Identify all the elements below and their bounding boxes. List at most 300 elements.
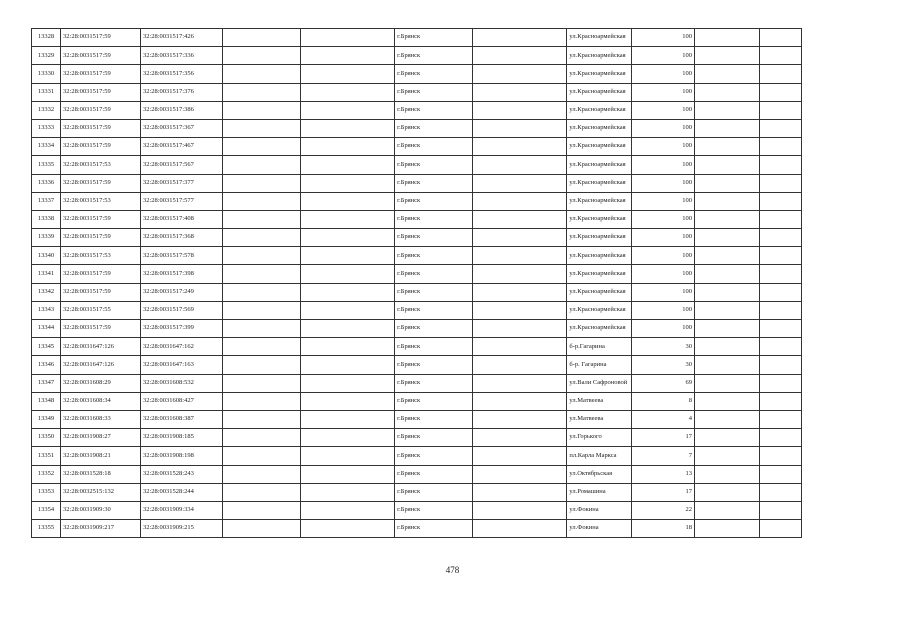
table-row — [32, 392, 802, 410]
area-cell: 18 — [631, 520, 694, 538]
empty-cell — [300, 138, 394, 156]
empty-cell — [695, 138, 760, 156]
empty-cell — [760, 174, 802, 192]
street-cell: ул.Фокина — [567, 520, 631, 538]
parent-cadastral-number: 32:28:0031517:59 — [61, 320, 141, 338]
empty-cell — [695, 501, 760, 519]
empty-cell — [472, 174, 566, 192]
cadastral-number: 32:28:0031528:243 — [140, 465, 222, 483]
table-row — [32, 156, 802, 174]
table-row — [32, 247, 802, 265]
empty-cell — [695, 47, 760, 65]
empty-cell — [472, 283, 566, 301]
empty-cell — [300, 501, 394, 519]
area-cell: 100 — [631, 192, 694, 210]
cadastral-number: 32:28:0031517:467 — [140, 138, 222, 156]
cadastral-number: 32:28:0031517:376 — [140, 83, 222, 101]
row-number: 13348 — [32, 392, 61, 410]
cadastral-number: 32:28:0031517:367 — [140, 119, 222, 137]
empty-cell — [300, 520, 394, 538]
row-number: 13334 — [32, 138, 61, 156]
cadastral-number: 32:28:0031517:398 — [140, 265, 222, 283]
empty-cell — [695, 265, 760, 283]
empty-cell — [760, 156, 802, 174]
empty-cell — [695, 156, 760, 174]
area-cell: 100 — [631, 83, 694, 101]
parent-cadastral-number: 32:28:0031517:55 — [61, 301, 141, 319]
row-number: 13343 — [32, 301, 61, 319]
table-row — [32, 101, 802, 119]
street-cell: ул.Красноармейская — [567, 29, 631, 47]
row-number: 13332 — [32, 101, 61, 119]
parent-cadastral-number: 32:28:0031517:53 — [61, 247, 141, 265]
row-number: 13330 — [32, 65, 61, 83]
empty-cell — [760, 47, 802, 65]
row-number: 13328 — [32, 29, 61, 47]
empty-cell — [222, 429, 300, 447]
empty-cell — [222, 29, 300, 47]
table-row — [32, 320, 802, 338]
cadastral-number: 32:28:0031909:334 — [140, 501, 222, 519]
city-cell: г.Брянск — [395, 483, 473, 501]
city-cell: г.Брянск — [395, 520, 473, 538]
empty-cell — [222, 283, 300, 301]
row-number: 13340 — [32, 247, 61, 265]
empty-cell — [300, 338, 394, 356]
cadastral-number: 32:28:0031517:356 — [140, 65, 222, 83]
empty-cell — [222, 356, 300, 374]
empty-cell — [300, 210, 394, 228]
empty-cell — [300, 101, 394, 119]
parent-cadastral-number: 32:28:0031517:59 — [61, 174, 141, 192]
parent-cadastral-number: 32:28:0031517:59 — [61, 83, 141, 101]
page-number: 478 — [445, 565, 460, 575]
empty-cell — [472, 338, 566, 356]
empty-cell — [472, 265, 566, 283]
table-row — [32, 174, 802, 192]
row-number: 13331 — [32, 83, 61, 101]
empty-cell — [300, 174, 394, 192]
empty-cell — [222, 47, 300, 65]
empty-cell — [760, 447, 802, 465]
empty-cell — [760, 83, 802, 101]
area-cell: 100 — [631, 29, 694, 47]
row-number: 13347 — [32, 374, 61, 392]
empty-cell — [300, 410, 394, 428]
cadastral-number: 32:28:0031517:249 — [140, 283, 222, 301]
row-number: 13351 — [32, 447, 61, 465]
city-cell: г.Брянск — [395, 410, 473, 428]
empty-cell — [222, 101, 300, 119]
city-cell: г.Брянск — [395, 47, 473, 65]
row-number: 13342 — [32, 283, 61, 301]
empty-cell — [222, 265, 300, 283]
city-cell: г.Брянск — [395, 101, 473, 119]
table-row — [32, 429, 802, 447]
parent-cadastral-number: 32:28:0031517:59 — [61, 283, 141, 301]
area-cell: 17 — [631, 483, 694, 501]
empty-cell — [695, 192, 760, 210]
empty-cell — [300, 320, 394, 338]
cadastral-number: 32:28:0031608:387 — [140, 410, 222, 428]
table-row — [32, 47, 802, 65]
parent-cadastral-number: 32:28:0031908:21 — [61, 447, 141, 465]
table-row — [32, 465, 802, 483]
empty-cell — [300, 47, 394, 65]
cadastral-number: 32:28:0031517:578 — [140, 247, 222, 265]
empty-cell — [222, 119, 300, 137]
cadastral-number: 32:28:0031908:198 — [140, 447, 222, 465]
empty-cell — [300, 29, 394, 47]
empty-cell — [222, 392, 300, 410]
empty-cell — [695, 229, 760, 247]
empty-cell — [472, 374, 566, 392]
row-number: 13339 — [32, 229, 61, 247]
parent-cadastral-number: 32:28:0031517:59 — [61, 138, 141, 156]
area-cell: 100 — [631, 229, 694, 247]
parent-cadastral-number: 32:28:0031517:59 — [61, 101, 141, 119]
empty-cell — [222, 156, 300, 174]
city-cell: г.Брянск — [395, 210, 473, 228]
table-row — [32, 374, 802, 392]
street-cell: ул.Матвеева — [567, 410, 631, 428]
empty-cell — [222, 483, 300, 501]
street-cell: ул.Октябрьская — [567, 465, 631, 483]
empty-cell — [695, 247, 760, 265]
empty-cell — [760, 301, 802, 319]
table-row — [32, 283, 802, 301]
area-cell: 100 — [631, 320, 694, 338]
empty-cell — [222, 229, 300, 247]
empty-cell — [695, 520, 760, 538]
empty-cell — [760, 429, 802, 447]
cadastral-number: 32:28:0031517:399 — [140, 320, 222, 338]
empty-cell — [695, 210, 760, 228]
empty-cell — [760, 520, 802, 538]
empty-cell — [472, 65, 566, 83]
cadastral-number: 32:28:0031517:426 — [140, 29, 222, 47]
empty-cell — [222, 65, 300, 83]
parent-cadastral-number: 32:28:0032515:132 — [61, 483, 141, 501]
empty-cell — [760, 320, 802, 338]
empty-cell — [695, 356, 760, 374]
empty-cell — [695, 283, 760, 301]
empty-cell — [222, 320, 300, 338]
row-number: 13338 — [32, 210, 61, 228]
empty-cell — [300, 429, 394, 447]
empty-cell — [760, 138, 802, 156]
table-row — [32, 119, 802, 137]
city-cell: г.Брянск — [395, 356, 473, 374]
empty-cell — [300, 247, 394, 265]
empty-cell — [695, 338, 760, 356]
empty-cell — [300, 301, 394, 319]
empty-cell — [760, 374, 802, 392]
empty-cell — [695, 483, 760, 501]
city-cell: г.Брянск — [395, 283, 473, 301]
table-row — [32, 410, 802, 428]
cadastral-number: 32:28:0031517:377 — [140, 174, 222, 192]
street-cell: ул.Красноармейская — [567, 210, 631, 228]
empty-cell — [472, 520, 566, 538]
city-cell: г.Брянск — [395, 374, 473, 392]
parent-cadastral-number: 32:28:0031608:34 — [61, 392, 141, 410]
cadastral-number: 32:28:0031517:336 — [140, 47, 222, 65]
parent-cadastral-number: 32:28:0031909:217 — [61, 520, 141, 538]
table-row — [32, 520, 802, 538]
empty-cell — [760, 247, 802, 265]
area-cell: 100 — [631, 156, 694, 174]
empty-cell — [472, 138, 566, 156]
empty-cell — [300, 119, 394, 137]
cadastral-number: 32:28:0031647:163 — [140, 356, 222, 374]
city-cell: г.Брянск — [395, 229, 473, 247]
street-cell: ул.Красноармейская — [567, 83, 631, 101]
empty-cell — [760, 465, 802, 483]
empty-cell — [472, 301, 566, 319]
area-cell: 13 — [631, 465, 694, 483]
row-number: 13341 — [32, 265, 61, 283]
cadastral-number: 32:28:0031908:185 — [140, 429, 222, 447]
area-cell: 100 — [631, 65, 694, 83]
city-cell: г.Брянск — [395, 29, 473, 47]
empty-cell — [300, 447, 394, 465]
street-cell: ул.Красноармейская — [567, 138, 631, 156]
row-number: 13346 — [32, 356, 61, 374]
area-cell: 100 — [631, 174, 694, 192]
row-number: 13355 — [32, 520, 61, 538]
empty-cell — [695, 29, 760, 47]
empty-cell — [760, 29, 802, 47]
street-cell: ул.Вали Сафроновой — [567, 374, 631, 392]
parent-cadastral-number: 32:28:0031908:27 — [61, 429, 141, 447]
cadastral-number: 32:28:0031528:244 — [140, 483, 222, 501]
area-cell: 100 — [631, 47, 694, 65]
empty-cell — [472, 119, 566, 137]
street-cell: ул.Красноармейская — [567, 47, 631, 65]
empty-cell — [760, 501, 802, 519]
empty-cell — [300, 483, 394, 501]
empty-cell — [300, 465, 394, 483]
parent-cadastral-number: 32:28:0031517:59 — [61, 47, 141, 65]
empty-cell — [222, 374, 300, 392]
empty-cell — [760, 483, 802, 501]
street-cell: пл.Карла Маркса — [567, 447, 631, 465]
row-number: 13345 — [32, 338, 61, 356]
area-cell: 30 — [631, 338, 694, 356]
empty-cell — [222, 447, 300, 465]
row-number: 13344 — [32, 320, 61, 338]
empty-cell — [760, 119, 802, 137]
empty-cell — [472, 465, 566, 483]
street-cell: ул.Красноармейская — [567, 320, 631, 338]
empty-cell — [300, 283, 394, 301]
city-cell: г.Брянск — [395, 83, 473, 101]
empty-cell — [222, 210, 300, 228]
empty-cell — [760, 65, 802, 83]
street-cell: ул.Красноармейская — [567, 265, 631, 283]
row-number: 13350 — [32, 429, 61, 447]
table-row — [32, 447, 802, 465]
empty-cell — [695, 447, 760, 465]
city-cell: г.Брянск — [395, 119, 473, 137]
table-row — [32, 265, 802, 283]
empty-cell — [472, 410, 566, 428]
empty-cell — [760, 283, 802, 301]
cadastral-number: 32:28:0031517:368 — [140, 229, 222, 247]
city-cell: г.Брянск — [395, 465, 473, 483]
table-row — [32, 138, 802, 156]
cadastral-number: 32:28:0031517:567 — [140, 156, 222, 174]
empty-cell — [222, 410, 300, 428]
empty-cell — [472, 101, 566, 119]
row-number: 13354 — [32, 501, 61, 519]
area-cell: 17 — [631, 429, 694, 447]
street-cell: ул.Матвеева — [567, 392, 631, 410]
area-cell: 100 — [631, 138, 694, 156]
empty-cell — [695, 101, 760, 119]
registry-table — [31, 28, 802, 538]
empty-cell — [472, 210, 566, 228]
cadastral-number: 32:28:0031909:215 — [140, 520, 222, 538]
cadastral-number: 32:28:0031517:408 — [140, 210, 222, 228]
table-row — [32, 483, 802, 501]
city-cell: г.Брянск — [395, 247, 473, 265]
empty-cell — [760, 410, 802, 428]
empty-cell — [222, 338, 300, 356]
empty-cell — [760, 265, 802, 283]
area-cell: 100 — [631, 301, 694, 319]
street-cell: б-р. Гагарина — [567, 356, 631, 374]
area-cell: 100 — [631, 119, 694, 137]
parent-cadastral-number: 32:28:0031517:53 — [61, 192, 141, 210]
empty-cell — [222, 520, 300, 538]
street-cell: ул.Красноармейская — [567, 174, 631, 192]
parent-cadastral-number: 32:28:0031909:30 — [61, 501, 141, 519]
cadastral-number: 32:28:0031608:427 — [140, 392, 222, 410]
empty-cell — [472, 429, 566, 447]
table-row — [32, 65, 802, 83]
empty-cell — [760, 101, 802, 119]
street-cell: ул.Красноармейская — [567, 301, 631, 319]
street-cell: ул.Фокина — [567, 501, 631, 519]
empty-cell — [300, 229, 394, 247]
empty-cell — [300, 265, 394, 283]
city-cell: г.Брянск — [395, 301, 473, 319]
city-cell: г.Брянск — [395, 138, 473, 156]
parent-cadastral-number: 32:28:0031647:126 — [61, 338, 141, 356]
parent-cadastral-number: 32:28:0031528:18 — [61, 465, 141, 483]
row-number: 13349 — [32, 410, 61, 428]
empty-cell — [300, 356, 394, 374]
row-number: 13336 — [32, 174, 61, 192]
city-cell: г.Брянск — [395, 192, 473, 210]
area-cell: 100 — [631, 210, 694, 228]
empty-cell — [472, 501, 566, 519]
empty-cell — [222, 83, 300, 101]
cadastral-number: 32:28:0031517:386 — [140, 101, 222, 119]
street-cell: ул.Ромашина — [567, 483, 631, 501]
street-cell: ул.Красноармейская — [567, 119, 631, 137]
table-row — [32, 356, 802, 374]
city-cell: г.Брянск — [395, 429, 473, 447]
city-cell: г.Брянск — [395, 156, 473, 174]
row-number: 13333 — [32, 119, 61, 137]
parent-cadastral-number: 32:28:0031517:59 — [61, 210, 141, 228]
table-row — [32, 29, 802, 47]
empty-cell — [300, 156, 394, 174]
empty-cell — [760, 229, 802, 247]
empty-cell — [472, 356, 566, 374]
city-cell: г.Брянск — [395, 174, 473, 192]
area-cell: 69 — [631, 374, 694, 392]
empty-cell — [695, 465, 760, 483]
table-row — [32, 210, 802, 228]
city-cell: г.Брянск — [395, 392, 473, 410]
empty-cell — [695, 65, 760, 83]
parent-cadastral-number: 32:28:0031517:59 — [61, 65, 141, 83]
empty-cell — [695, 392, 760, 410]
parent-cadastral-number: 32:28:0031517:59 — [61, 229, 141, 247]
street-cell: ул.Горького — [567, 429, 631, 447]
table-row — [32, 229, 802, 247]
empty-cell — [472, 392, 566, 410]
row-number: 13329 — [32, 47, 61, 65]
empty-cell — [472, 29, 566, 47]
empty-cell — [222, 138, 300, 156]
empty-cell — [695, 320, 760, 338]
city-cell: г.Брянск — [395, 320, 473, 338]
city-cell: г.Брянск — [395, 338, 473, 356]
row-number: 13352 — [32, 465, 61, 483]
row-number: 13337 — [32, 192, 61, 210]
empty-cell — [222, 465, 300, 483]
empty-cell — [300, 65, 394, 83]
empty-cell — [300, 392, 394, 410]
parent-cadastral-number: 32:28:0031517:53 — [61, 156, 141, 174]
table-row — [32, 338, 802, 356]
cadastral-number: 32:28:0031647:162 — [140, 338, 222, 356]
empty-cell — [222, 247, 300, 265]
empty-cell — [222, 301, 300, 319]
area-cell: 4 — [631, 410, 694, 428]
empty-cell — [472, 320, 566, 338]
parent-cadastral-number: 32:28:0031647:126 — [61, 356, 141, 374]
city-cell: г.Брянск — [395, 447, 473, 465]
empty-cell — [472, 247, 566, 265]
empty-cell — [695, 119, 760, 137]
empty-cell — [472, 483, 566, 501]
empty-cell — [300, 192, 394, 210]
cadastral-number: 32:28:0031517:577 — [140, 192, 222, 210]
street-cell: ул.Красноармейская — [567, 283, 631, 301]
empty-cell — [695, 410, 760, 428]
empty-cell — [695, 301, 760, 319]
area-cell: 100 — [631, 265, 694, 283]
parent-cadastral-number: 32:28:0031517:59 — [61, 119, 141, 137]
area-cell: 7 — [631, 447, 694, 465]
empty-cell — [300, 374, 394, 392]
area-cell: 100 — [631, 283, 694, 301]
area-cell: 100 — [631, 247, 694, 265]
street-cell: ул.Красноармейская — [567, 65, 631, 83]
cadastral-number: 32:28:0031517:569 — [140, 301, 222, 319]
area-cell: 100 — [631, 101, 694, 119]
street-cell: ул.Красноармейская — [567, 101, 631, 119]
parent-cadastral-number: 32:28:0031608:33 — [61, 410, 141, 428]
street-cell: ул.Красноармейская — [567, 247, 631, 265]
table-row — [32, 192, 802, 210]
